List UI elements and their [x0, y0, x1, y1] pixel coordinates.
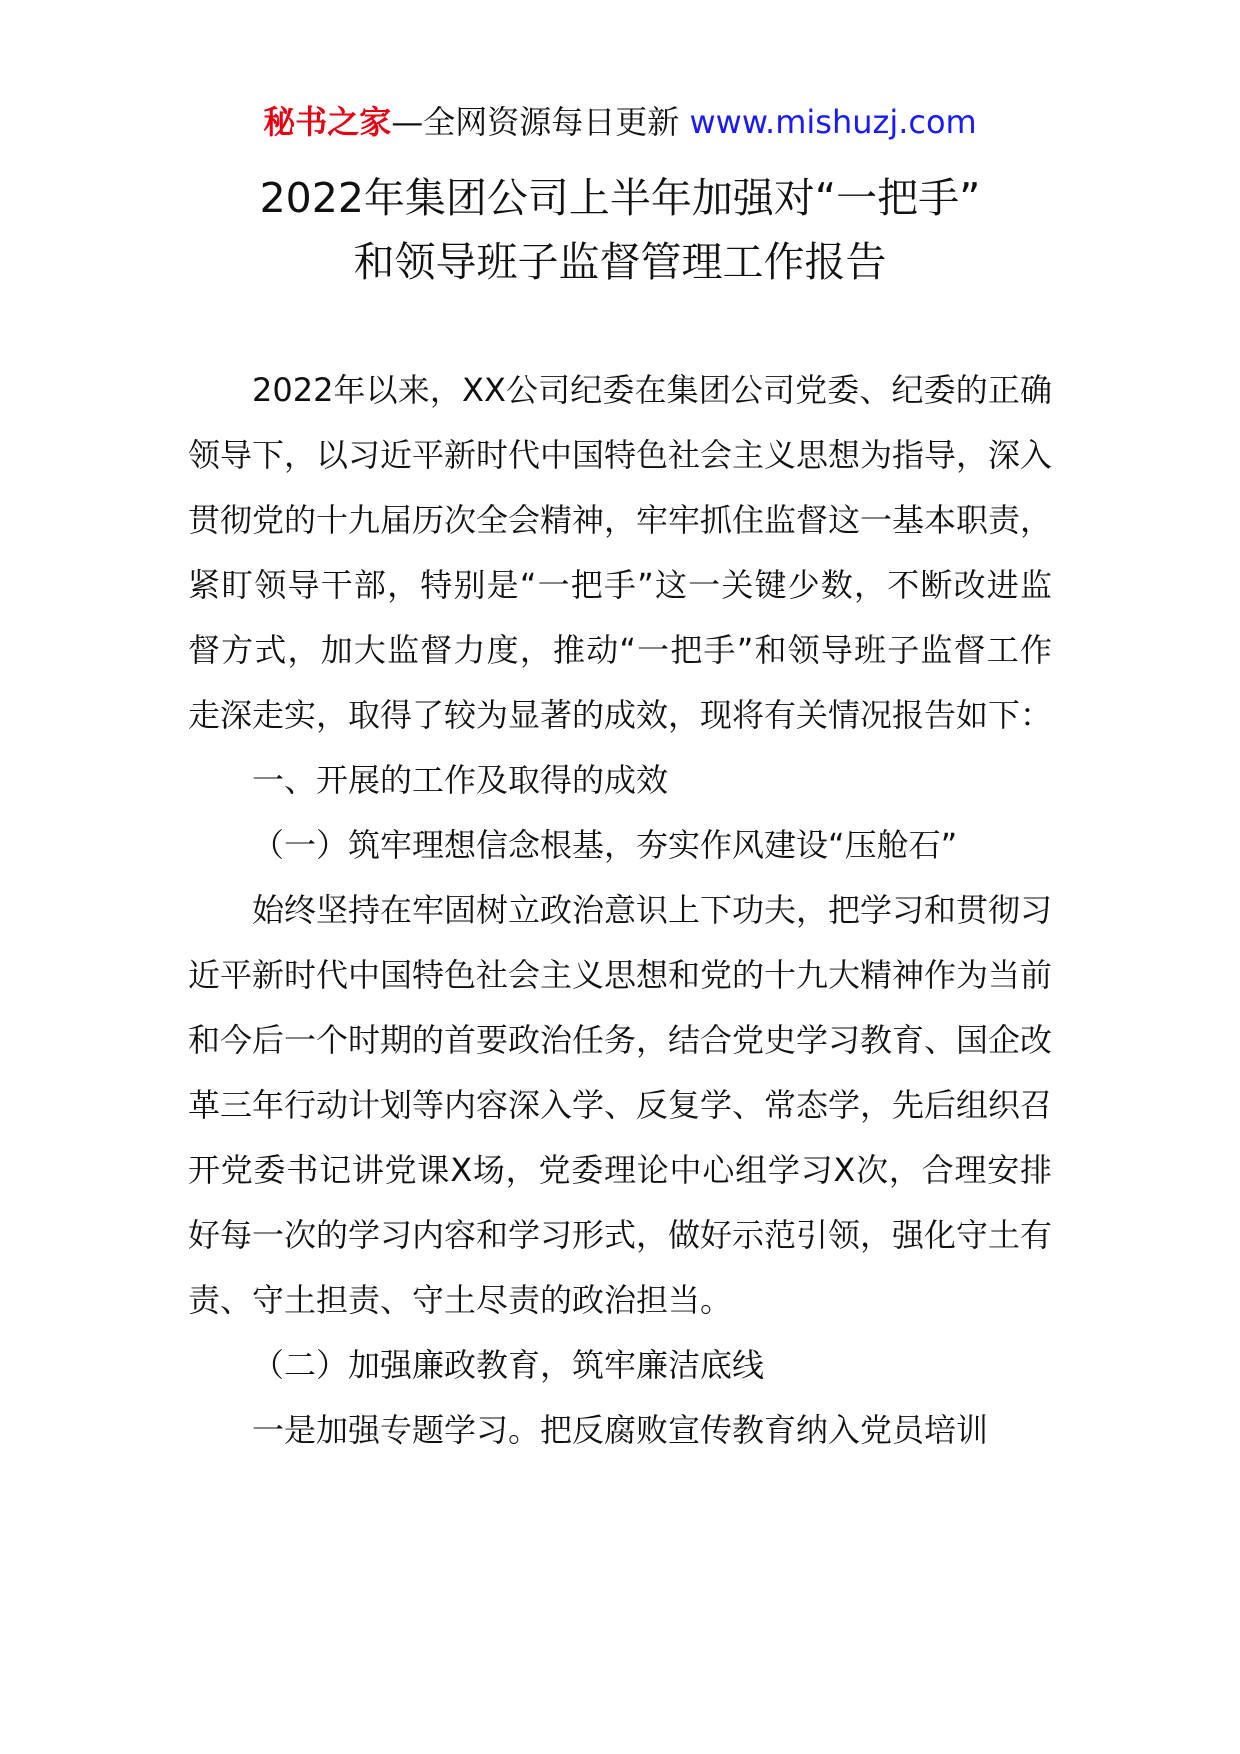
header-tagline: —全网资源每日更新	[391, 103, 690, 141]
section-heading-1: 一、开展的工作及取得的成效	[252, 761, 669, 799]
paragraph-intro: 2022年以来，XX公司纪委在集团公司党委、纪委的正确领导下，以习近平新时代中国特色社会主义思想为指导，深入贯彻党的十九届历次全会精神，牢牢抓住监督这一基本职责，紧盯领导干部，特别是“一把手”这一关键少数，不断改进监督方式，加大监督力度，推动“一把手”和领导班子监督工作走深走实，取得了较为显著的成效，现将有关情况报告如下：	[188, 371, 1053, 734]
document-title	[0, 166, 1240, 294]
watermark-header	[0, 100, 1240, 144]
document-body	[188, 358, 1052, 1463]
paragraph-theory-study: 始终坚持在牢固树立政治意识上下功夫，把学习和贯彻习近平新时代中国特色社会主义思想和党的十九大精神作为当前和今后一个时期的首要政治任务，结合党史学习教育、国企改革三年行动计划等内容深入学、反复学、常态学，先后组织召开党委书记讲党课X场，党委理论中心组学习X次，合理安排好每一次的学习内容和学习形式，做好示范引领，强化守土有责、守土担责、守土尽责的政治担当。	[188, 891, 1053, 1319]
subsection-heading-2: （二）加强廉政教育，筑牢廉洁底线	[252, 1346, 765, 1384]
site-url-link[interactable]: www.mishuzj.com	[689, 103, 977, 141]
title-line-1: 2022年集团公司上半年加强对“一把手”	[259, 174, 981, 222]
title-line-2: 和领导班子监督管理工作报告	[353, 238, 887, 286]
subsection-heading-1: （一）筑牢理想信念根基，夯实作风建设“压舱石”	[252, 826, 958, 864]
brand-name: 秘书之家	[263, 103, 392, 141]
paragraph-special-study: 一是加强专题学习。把反腐败宣传教育纳入党员培训	[252, 1411, 989, 1449]
